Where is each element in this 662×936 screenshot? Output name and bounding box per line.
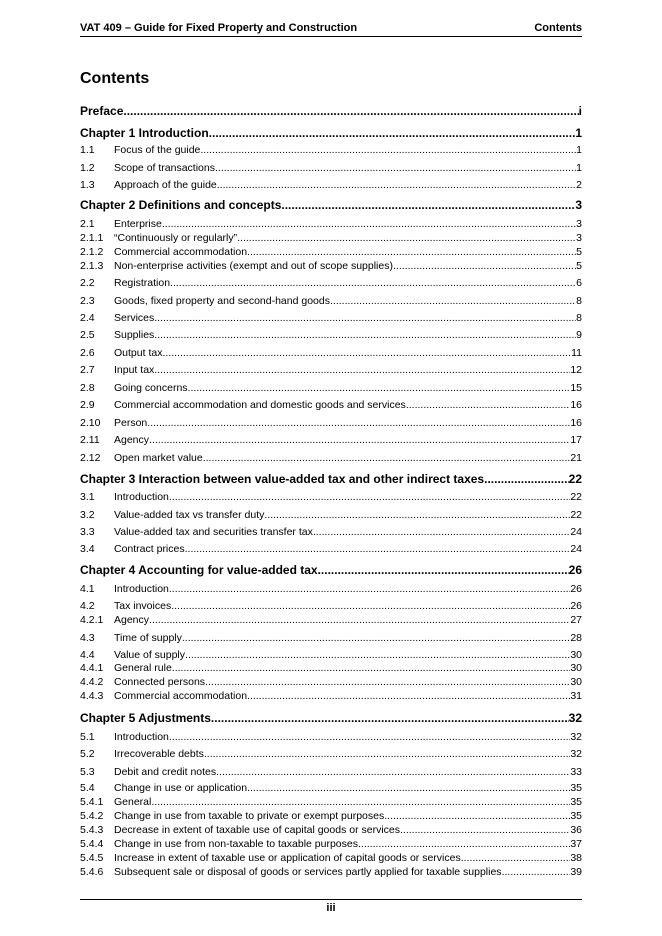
toc-section-number: 2.1 bbox=[80, 218, 95, 230]
toc-entry-line bbox=[114, 142, 582, 158]
dot-leader bbox=[406, 397, 571, 413]
toc-page-number: 17 bbox=[570, 434, 582, 446]
toc-entry-line bbox=[114, 160, 582, 176]
toc-section-number: 5.1 bbox=[80, 731, 95, 743]
dot-leader bbox=[264, 507, 570, 523]
toc-entry[interactable] bbox=[80, 524, 582, 540]
toc-section-number: 4.4.2 bbox=[80, 676, 104, 688]
toc-entry-title: Commercial accommodation bbox=[114, 690, 248, 702]
toc-entry-line bbox=[114, 310, 582, 326]
toc-entry-title: Goods, fixed property and second-hand goods bbox=[114, 295, 330, 307]
toc-entry-title: Change in use or application bbox=[114, 782, 248, 794]
toc-entry-title: Chapter 4 Accounting for value-added tax bbox=[80, 563, 318, 577]
toc-section-number: 4.1 bbox=[80, 583, 95, 595]
toc-entry-title: Preface bbox=[80, 104, 124, 118]
toc-entry[interactable] bbox=[80, 310, 582, 326]
toc-section-number: 2.10 bbox=[80, 417, 101, 429]
toc-section-number: 2.2 bbox=[80, 277, 95, 289]
toc-entry-line bbox=[80, 709, 582, 727]
toc-section-number: 5.4.3 bbox=[80, 824, 104, 836]
toc-section-number: 2.1.3 bbox=[80, 260, 104, 272]
toc-entry-title: Introduction bbox=[114, 583, 169, 595]
toc-section-number: 5.4 bbox=[80, 782, 95, 794]
dot-leader bbox=[247, 688, 570, 704]
toc-entry-title: Tax invoices bbox=[114, 600, 172, 612]
dot-leader bbox=[169, 729, 570, 745]
toc-entry-title: General bbox=[114, 796, 152, 808]
toc-entry-title: Scope of transactions bbox=[114, 162, 215, 174]
toc-entry-line bbox=[80, 196, 582, 214]
toc-section-number: 1.1 bbox=[80, 144, 95, 156]
dot-leader bbox=[149, 612, 570, 628]
toc-page-number: 35 bbox=[570, 782, 582, 794]
toc-entry[interactable] bbox=[80, 489, 582, 505]
toc-entry-title: Registration bbox=[114, 277, 171, 289]
toc-section-number: 2.1.1 bbox=[80, 232, 104, 244]
dot-leader bbox=[216, 764, 570, 780]
dot-leader bbox=[123, 102, 578, 120]
toc-section-number: 4.4.3 bbox=[80, 690, 104, 702]
running-header bbox=[80, 20, 582, 37]
toc-page-number: 2 bbox=[576, 179, 582, 191]
toc-page-number: 24 bbox=[570, 543, 582, 555]
toc-entry[interactable] bbox=[80, 630, 582, 646]
toc-entry-line bbox=[114, 507, 582, 523]
toc-section-number: 5.2 bbox=[80, 748, 95, 760]
toc-entry-title: Chapter 5 Adjustments bbox=[80, 711, 211, 725]
toc-entry[interactable] bbox=[80, 160, 582, 176]
toc-section-number: 2.11 bbox=[80, 434, 100, 446]
toc-section-number: 3.4 bbox=[80, 543, 95, 555]
toc-page-number: 32 bbox=[570, 748, 582, 760]
toc-entry-title: Chapter 2 Definitions and concepts bbox=[80, 198, 282, 212]
toc-entry-line bbox=[80, 470, 582, 488]
toc-entry-line bbox=[114, 746, 582, 762]
toc-section-number: 1.2 bbox=[80, 162, 95, 174]
toc-page-number: 28 bbox=[570, 632, 582, 644]
toc-page-number: 5 bbox=[576, 260, 582, 272]
toc-entry-title: Agency bbox=[114, 614, 150, 626]
toc-entry-title: Chapter 1 Introduction bbox=[80, 126, 209, 140]
toc-section-number: 3.3 bbox=[80, 526, 95, 538]
toc-entry[interactable] bbox=[80, 177, 582, 193]
toc-entry-line bbox=[114, 397, 582, 413]
toc-entry[interactable] bbox=[80, 450, 582, 466]
dot-leader bbox=[502, 864, 571, 880]
document-page bbox=[80, 0, 582, 936]
dot-leader bbox=[281, 196, 575, 214]
dot-leader bbox=[169, 489, 570, 505]
toc-entry-line bbox=[114, 327, 582, 343]
toc-section-number: 2.9 bbox=[80, 399, 95, 411]
toc-section-number: 2.1.2 bbox=[80, 246, 104, 258]
toc-page-number: 26 bbox=[568, 563, 582, 577]
toc-entry-title: Commercial accommodation and domestic goods and services bbox=[114, 399, 406, 411]
toc-section-number: 5.4.6 bbox=[80, 866, 104, 878]
toc-entry-line bbox=[80, 102, 582, 120]
toc-page-number: 32 bbox=[568, 711, 582, 725]
dot-leader bbox=[211, 709, 569, 727]
dot-leader bbox=[318, 561, 569, 579]
toc-page-number: 8 bbox=[576, 295, 582, 307]
toc-page-number: 22 bbox=[570, 491, 582, 503]
toc-entry[interactable] bbox=[80, 764, 582, 780]
toc-page-number: 30 bbox=[570, 662, 582, 674]
toc-page-number: 9 bbox=[576, 329, 582, 341]
toc-entry-line bbox=[114, 581, 582, 597]
dot-leader bbox=[154, 310, 576, 326]
toc-entry-title: Debit and credit notes bbox=[114, 766, 217, 778]
toc-section-number: 4.4 bbox=[80, 649, 95, 661]
toc-page-number: 6 bbox=[576, 277, 582, 289]
toc-section-number: 3.1 bbox=[80, 491, 95, 503]
toc-entry-line bbox=[114, 293, 582, 309]
toc-chapter-entry[interactable] bbox=[80, 470, 582, 488]
toc-entry-title: Non-enterprise activities (exempt and out of scope supplies) bbox=[114, 260, 393, 272]
toc-entry-title: Value-added tax and securities transfer tax bbox=[114, 526, 313, 538]
toc-entry[interactable] bbox=[80, 729, 582, 745]
dot-leader bbox=[217, 177, 576, 193]
toc-section-number: 2.6 bbox=[80, 347, 95, 359]
toc-entry-title: Going concerns bbox=[114, 382, 188, 394]
dot-leader bbox=[147, 415, 570, 431]
toc-entry-title: Agency bbox=[114, 434, 150, 446]
toc-page-number: 31 bbox=[570, 690, 582, 702]
toc-entry[interactable] bbox=[80, 142, 582, 158]
toc-entry-line bbox=[114, 764, 582, 780]
toc-chapter-entry[interactable] bbox=[80, 561, 582, 579]
toc-entry-title: General rule bbox=[114, 662, 172, 674]
toc-section-number: 2.5 bbox=[80, 329, 95, 341]
toc-entry-line bbox=[114, 380, 582, 396]
toc-entry[interactable] bbox=[80, 293, 582, 309]
header-document-title: VAT 409 – Guide for Fixed Property and Construction bbox=[80, 22, 358, 34]
dot-leader bbox=[169, 581, 570, 597]
toc-entry-line bbox=[114, 450, 582, 466]
toc-page-number: 3 bbox=[576, 218, 582, 230]
toc-entry-title: Commercial accommodation bbox=[114, 246, 248, 258]
dot-leader bbox=[209, 124, 576, 142]
toc-entry[interactable] bbox=[80, 864, 582, 880]
toc-entry-line bbox=[114, 177, 582, 193]
dot-leader bbox=[185, 541, 571, 557]
toc-entry[interactable] bbox=[80, 432, 582, 448]
toc-chapter-entry[interactable] bbox=[80, 709, 582, 727]
toc-entry[interactable] bbox=[80, 362, 582, 378]
toc-entry-line bbox=[114, 541, 582, 557]
toc-entry-title: Open market value bbox=[114, 452, 203, 464]
toc-page-number: 32 bbox=[570, 731, 582, 743]
toc-page-number: 1 bbox=[575, 126, 582, 140]
toc-entry-line bbox=[114, 345, 582, 361]
toc-entry-title: Connected persons bbox=[114, 676, 206, 688]
dot-leader bbox=[162, 345, 571, 361]
toc-page-number: 27 bbox=[570, 614, 582, 626]
toc-entry-line bbox=[114, 489, 582, 505]
toc-entry-title: Increase in extent of taxable use or application of capital goods or services bbox=[114, 852, 461, 864]
toc-chapter-entry[interactable] bbox=[80, 196, 582, 214]
toc-entry-title: “Continuously or regularly” bbox=[114, 232, 238, 244]
toc-entry-title: Chapter 3 Interaction between value-added tax and other indirect taxes bbox=[80, 472, 485, 486]
toc-entry-title: Enterprise bbox=[114, 218, 162, 230]
toc-section-number: 2.4 bbox=[80, 312, 95, 324]
toc-page-number: 3 bbox=[576, 232, 582, 244]
toc-entry-line bbox=[114, 275, 582, 291]
toc-entry[interactable] bbox=[80, 397, 582, 413]
toc-chapter-entry[interactable] bbox=[80, 102, 582, 120]
toc-page-number: 1 bbox=[576, 162, 582, 174]
dot-leader bbox=[393, 258, 576, 274]
toc-entry-line bbox=[114, 258, 582, 274]
toc-section-number: 2.7 bbox=[80, 364, 95, 376]
toc-entry-title: Introduction bbox=[114, 731, 169, 743]
toc-entry-title: Person bbox=[114, 417, 148, 429]
toc-page-number: i bbox=[578, 104, 582, 118]
toc-section-number: 5.4.4 bbox=[80, 838, 104, 850]
toc-page-number: 36 bbox=[570, 824, 582, 836]
toc-entry-line bbox=[114, 688, 582, 704]
toc-entry-line bbox=[114, 362, 582, 378]
toc-entry-title: Value-added tax vs transfer duty bbox=[114, 509, 265, 521]
toc-page-number: 15 bbox=[570, 382, 582, 394]
dot-leader bbox=[330, 293, 576, 309]
toc-page-number: 39 bbox=[570, 866, 582, 878]
toc-entry-title: Introduction bbox=[114, 491, 169, 503]
dot-leader bbox=[188, 380, 571, 396]
toc-chapter-entry[interactable] bbox=[80, 124, 582, 142]
toc-entry-title: Contract prices bbox=[114, 543, 185, 555]
toc-entry-title: Time of supply bbox=[114, 632, 182, 644]
toc-entry-title: Output tax bbox=[114, 347, 163, 359]
toc-section-number: 4.2 bbox=[80, 600, 95, 612]
toc-entry-line bbox=[114, 415, 582, 431]
dot-leader bbox=[203, 450, 571, 466]
toc-entry[interactable] bbox=[80, 327, 582, 343]
toc-entry-title: Subsequent sale or disposal of goods or services partly applied for taxable supplies bbox=[114, 866, 502, 878]
toc-page-number: 26 bbox=[570, 600, 582, 612]
toc-page-number: 1 bbox=[576, 144, 582, 156]
toc-entry-title: Approach of the guide bbox=[114, 179, 217, 191]
toc-entry-line bbox=[114, 864, 582, 880]
toc-section-number: 2.12 bbox=[80, 452, 101, 464]
toc-page-number: 21 bbox=[570, 452, 582, 464]
toc-entry[interactable] bbox=[80, 415, 582, 431]
toc-entry-line bbox=[114, 432, 582, 448]
page-footer bbox=[80, 899, 582, 914]
dot-leader bbox=[154, 362, 570, 378]
toc-entry[interactable] bbox=[80, 746, 582, 762]
toc-page-number: 12 bbox=[570, 364, 582, 376]
dot-leader bbox=[215, 160, 576, 176]
toc-page-number: 8 bbox=[576, 312, 582, 324]
toc-entry[interactable] bbox=[80, 541, 582, 557]
dot-leader bbox=[170, 275, 576, 291]
toc-entry-title: Decrease in extent of taxable use of capital goods or services bbox=[114, 824, 400, 836]
toc-page-number: 22 bbox=[570, 509, 582, 521]
toc-entry[interactable] bbox=[80, 507, 582, 523]
toc-section-number: 4.2.1 bbox=[80, 614, 104, 626]
page-number: iii bbox=[326, 902, 336, 914]
toc-page-number: 33 bbox=[570, 766, 582, 778]
toc-page-number: 5 bbox=[576, 246, 582, 258]
toc-page-number: 38 bbox=[570, 852, 582, 864]
header-section-name: Contents bbox=[534, 22, 582, 34]
toc-entry-title: Input tax bbox=[114, 364, 155, 376]
toc-page-number: 16 bbox=[570, 417, 582, 429]
dot-leader bbox=[149, 432, 570, 448]
toc-page-number: 16 bbox=[570, 399, 582, 411]
toc-section-number: 5.3 bbox=[80, 766, 95, 778]
toc-entry[interactable] bbox=[80, 688, 582, 704]
toc-entry-title: Focus of the guide bbox=[114, 144, 201, 156]
toc-section-number: 1.3 bbox=[80, 179, 95, 191]
toc-entry[interactable] bbox=[80, 258, 582, 274]
dot-leader bbox=[204, 746, 570, 762]
toc-entry-title: Supplies bbox=[114, 329, 155, 341]
toc-section-number: 5.4.1 bbox=[80, 796, 104, 808]
toc-entry-title: Change in use from taxable to private or exempt purposes bbox=[114, 810, 385, 822]
toc-entry-line bbox=[114, 729, 582, 745]
toc-section-number: 5.4.5 bbox=[80, 852, 104, 864]
toc-section-number: 4.4.1 bbox=[80, 662, 104, 674]
dot-leader bbox=[313, 524, 570, 540]
toc-section-number: 2.3 bbox=[80, 295, 95, 307]
toc-section-number: 3.2 bbox=[80, 509, 95, 521]
toc-entry-title: Irrecoverable debts bbox=[114, 748, 204, 760]
toc-page-number: 30 bbox=[570, 649, 582, 661]
toc-entry[interactable] bbox=[80, 581, 582, 597]
toc-entry[interactable] bbox=[80, 612, 582, 628]
toc-page-number: 24 bbox=[570, 526, 582, 538]
toc-page-number: 26 bbox=[570, 583, 582, 595]
toc-entry-line bbox=[80, 124, 582, 142]
toc-entry-line bbox=[114, 524, 582, 540]
toc-entry-title: Change in use from non-taxable to taxable purposes bbox=[114, 838, 358, 850]
toc-entry-title: Value of supply bbox=[114, 649, 186, 661]
toc-entry-line bbox=[114, 630, 582, 646]
toc-section-number: 5.4.2 bbox=[80, 810, 104, 822]
dot-leader bbox=[484, 470, 569, 488]
toc-entry[interactable] bbox=[80, 275, 582, 291]
toc-entry[interactable] bbox=[80, 380, 582, 396]
toc-entry-line bbox=[114, 612, 582, 628]
toc-entry-line bbox=[80, 561, 582, 579]
dot-leader bbox=[200, 142, 576, 158]
dot-leader bbox=[154, 327, 576, 343]
toc-page-number: 22 bbox=[568, 472, 582, 486]
toc-entry-title: Services bbox=[114, 312, 155, 324]
page-title: Contents bbox=[80, 70, 150, 87]
toc-page-number: 3 bbox=[575, 198, 582, 212]
toc-section-number: 2.8 bbox=[80, 382, 95, 394]
toc-page-number: 37 bbox=[570, 838, 582, 850]
toc-page-number: 35 bbox=[570, 796, 582, 808]
dot-leader bbox=[182, 630, 570, 646]
toc-entry[interactable] bbox=[80, 345, 582, 361]
toc-page-number: 30 bbox=[570, 676, 582, 688]
toc-page-number: 11 bbox=[571, 347, 582, 359]
toc-section-number: 4.3 bbox=[80, 632, 95, 644]
toc-page-number: 35 bbox=[570, 810, 582, 822]
